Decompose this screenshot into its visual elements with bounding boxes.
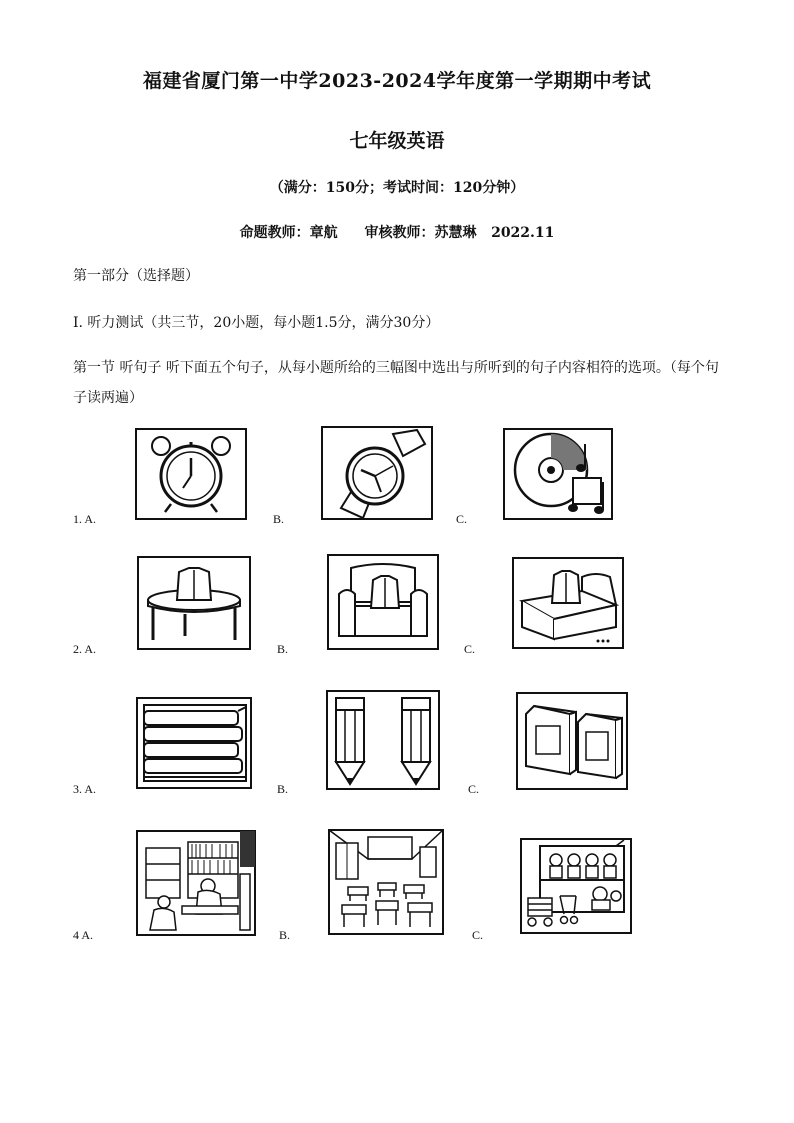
option-label-2a: 2. A. — [73, 642, 97, 656]
option-4a-image[interactable] — [136, 830, 256, 936]
option-4c-image[interactable] — [520, 838, 632, 934]
option-2c-image[interactable] — [512, 557, 624, 649]
score-line: （满分：150分；考试时间：120分钟） — [269, 180, 525, 196]
teachers-line — [0, 222, 794, 242]
option-3a-image[interactable] — [136, 697, 252, 789]
stack-of-books-icon — [136, 697, 252, 789]
option-label-2c: C. — [464, 642, 476, 656]
reviewer: 审核教师：苏慧琳 — [364, 225, 477, 241]
alarm-clock-icon — [135, 428, 247, 520]
option-label-4a: 4 A. — [73, 928, 94, 942]
option-2b-image[interactable] — [327, 554, 439, 650]
option-label-4c: C. — [472, 928, 484, 942]
wristwatch-icon — [321, 426, 433, 520]
toy-shelf-icon — [520, 838, 632, 934]
option-1b-image[interactable] — [321, 426, 433, 520]
option-1c-image[interactable] — [503, 428, 613, 520]
library-icon — [136, 830, 256, 936]
option-4b-image[interactable] — [328, 829, 444, 935]
option-label-2b: B. — [277, 642, 289, 656]
part-title: Ⅰ. 听力测试（共三节，20小题，每小题1.5分，满分30分） — [73, 315, 440, 331]
page-title: 福建省厦门第一中学2023-2024学年度第一学期期中考试 — [142, 70, 652, 92]
option-label-1b: B. — [273, 512, 285, 526]
option-3c-image[interactable] — [516, 692, 628, 790]
section-title: 第一部分（选择题） — [73, 268, 199, 284]
two-pencils-icon — [326, 690, 440, 790]
cd-music-icon — [503, 428, 613, 520]
jacket-on-sofa-icon — [327, 554, 439, 650]
instructions: 第一节 听句子 听下面五个句子，从每小题所给的三幅图中选出与所听到的句子内容相符的选项。（每个句子读两遍） — [73, 360, 719, 406]
option-3b-image[interactable] — [326, 690, 440, 790]
setter: 命题教师：章航 — [239, 225, 338, 241]
option-label-3b: B. — [277, 782, 289, 796]
option-label-3c: C. — [468, 782, 480, 796]
option-label-1c: C. — [456, 512, 468, 526]
option-label-4b: B. — [279, 928, 291, 942]
two-erasers-icon — [516, 692, 628, 790]
jacket-on-bed-icon — [512, 557, 624, 649]
option-2a-image[interactable] — [137, 556, 251, 650]
date: 2022.11 — [491, 225, 555, 241]
option-1a-image[interactable] — [135, 428, 247, 520]
classroom-icon — [328, 829, 444, 935]
page-subtitle: 七年级英语 — [349, 130, 445, 152]
jacket-on-table-icon — [137, 556, 251, 650]
option-label-3a: 3. A. — [73, 782, 97, 796]
option-label-1a: 1. A. — [73, 512, 97, 526]
